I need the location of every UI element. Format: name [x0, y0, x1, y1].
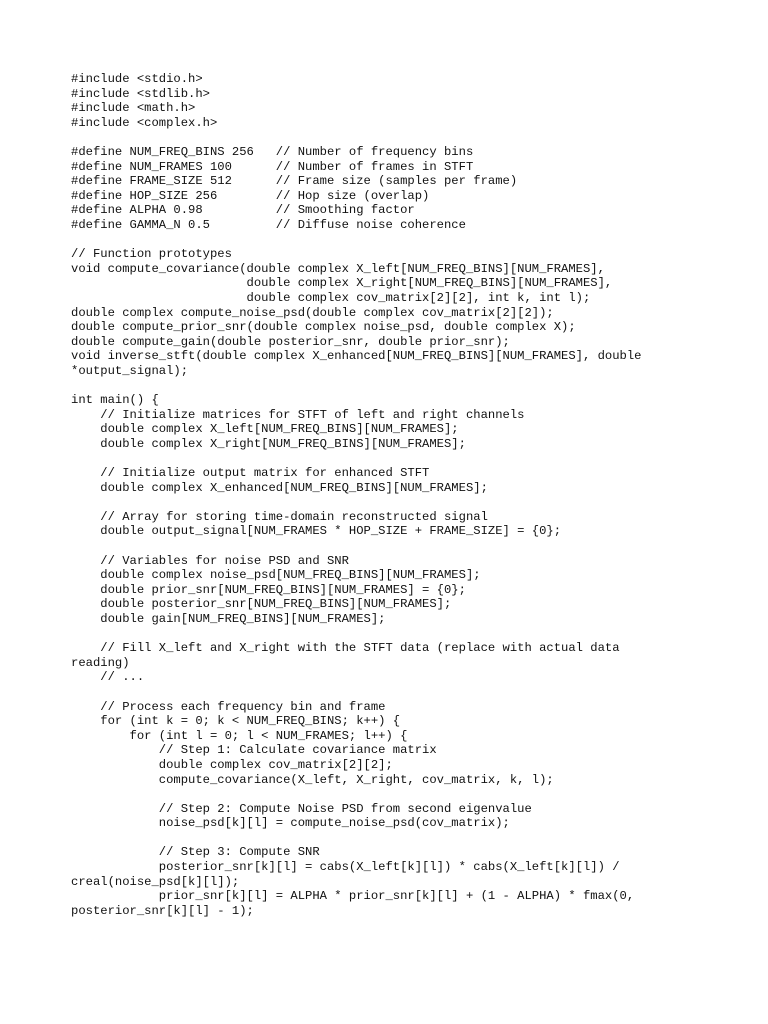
code-line — [71, 495, 711, 510]
code-line: #define NUM_FREQ_BINS 256 // Number of frequency bins — [71, 144, 474, 159]
code-line: // Array for storing time-domain reconstructed signal — [71, 509, 488, 524]
code-line: double complex X_right[NUM_FREQ_BINS][NUM_FRAMES]; — [71, 436, 466, 451]
code-line: double complex X_enhanced[NUM_FREQ_BINS][NUM_FRAMES]; — [71, 480, 488, 495]
code-line: // Initialize matrices for STFT of left and right channels — [71, 407, 525, 422]
code-line: // Initialize output matrix for enhanced STFT — [71, 466, 430, 481]
code-line: double complex cov_matrix[2][2], int k, int l); — [71, 290, 591, 305]
code-line: #define GAMMA_N 0.5 // Diffuse noise coherence — [71, 217, 466, 232]
code-line — [71, 627, 711, 642]
code-line: // Step 3: Compute SNR — [71, 845, 320, 860]
code-line: #include <math.h> — [71, 101, 196, 116]
code-line: double complex noise_psd[NUM_FREQ_BINS][NUM_FRAMES]; — [71, 568, 481, 583]
code-line: double complex cov_matrix[2][2]; — [71, 757, 393, 772]
code-line: double compute_gain(double posterior_snr, double prior_snr); — [71, 334, 510, 349]
code-line: for (int l = 0; l < NUM_FRAMES; l++) { — [71, 728, 408, 743]
code-line: double complex X_left[NUM_FREQ_BINS][NUM_FRAMES]; — [71, 422, 459, 437]
code-line: posterior_snr[k][l] = cabs(X_left[k][l]) * cabs(X_left[k][l]) / — [71, 860, 620, 875]
code-line: prior_snr[k][l] = ALPHA * prior_snr[k][l] + (1 - ALPHA) * fmax(0, — [71, 889, 635, 904]
code-line: // Process each frequency bin and frame — [71, 699, 386, 714]
code-line: // Step 1: Calculate covariance matrix — [71, 743, 437, 758]
code-line — [71, 130, 711, 145]
code-line — [71, 378, 711, 393]
code-line: double gain[NUM_FREQ_BINS][NUM_FRAMES]; — [71, 611, 386, 626]
code-line — [71, 685, 711, 700]
code-line: double complex compute_noise_psd(double complex cov_matrix[2][2]); — [71, 305, 554, 320]
code-line: // Step 2: Compute Noise PSD from second eigenvalue — [71, 801, 532, 816]
code-line: #define FRAME_SIZE 512 // Frame size (samples per frame) — [71, 174, 518, 189]
code-line: double complex X_right[NUM_FREQ_BINS][NUM_FRAMES], — [71, 276, 613, 291]
code-line — [71, 539, 711, 554]
code-line: void compute_covariance(double complex X_left[NUM_FREQ_BINS][NUM_FRAMES], — [71, 261, 605, 276]
code-line: #include <complex.h> — [71, 115, 218, 130]
code-line: // Variables for noise PSD and SNR — [71, 553, 349, 568]
code-line: #define ALPHA 0.98 // Smoothing factor — [71, 203, 415, 218]
code-line: posterior_snr[k][l] - 1); — [71, 903, 254, 918]
code-listing — [71, 72, 711, 918]
code-line — [71, 451, 711, 466]
code-line: noise_psd[k][l] = compute_noise_psd(cov_matrix); — [71, 816, 510, 831]
code-line: // ... — [71, 670, 145, 685]
code-line: #include <stdio.h> — [71, 72, 203, 86]
code-line: void inverse_stft(double complex X_enhanced[NUM_FREQ_BINS][NUM_FRAMES], double — [71, 349, 642, 364]
code-line: *output_signal); — [71, 363, 189, 378]
code-line: double output_signal[NUM_FRAMES * HOP_SIZE + FRAME_SIZE] = {0}; — [71, 524, 562, 539]
code-line: // Fill X_left and X_right with the STFT data (replace with actual data — [71, 641, 620, 656]
code-line: for (int k = 0; k < NUM_FREQ_BINS; k++) { — [71, 714, 401, 729]
code-line: compute_covariance(X_left, X_right, cov_matrix, k, l); — [71, 772, 554, 787]
code-line: reading) — [71, 655, 130, 670]
code-line: double posterior_snr[NUM_FREQ_BINS][NUM_FRAMES]; — [71, 597, 452, 612]
code-line: creal(noise_psd[k][l]); — [71, 874, 240, 889]
code-line: double compute_prior_snr(double complex noise_psd, double complex X); — [71, 320, 576, 335]
code-line: // Function prototypes — [71, 247, 232, 262]
code-line — [71, 787, 711, 802]
code-line: #define HOP_SIZE 256 // Hop size (overlap) — [71, 188, 430, 203]
code-line: double prior_snr[NUM_FREQ_BINS][NUM_FRAMES] = {0}; — [71, 582, 466, 597]
code-line: int main() { — [71, 393, 159, 408]
code-line — [71, 233, 711, 248]
code-line: #include <stdlib.h> — [71, 86, 210, 101]
code-line — [71, 831, 711, 846]
code-line: #define NUM_FRAMES 100 // Number of frames in STFT — [71, 159, 474, 174]
